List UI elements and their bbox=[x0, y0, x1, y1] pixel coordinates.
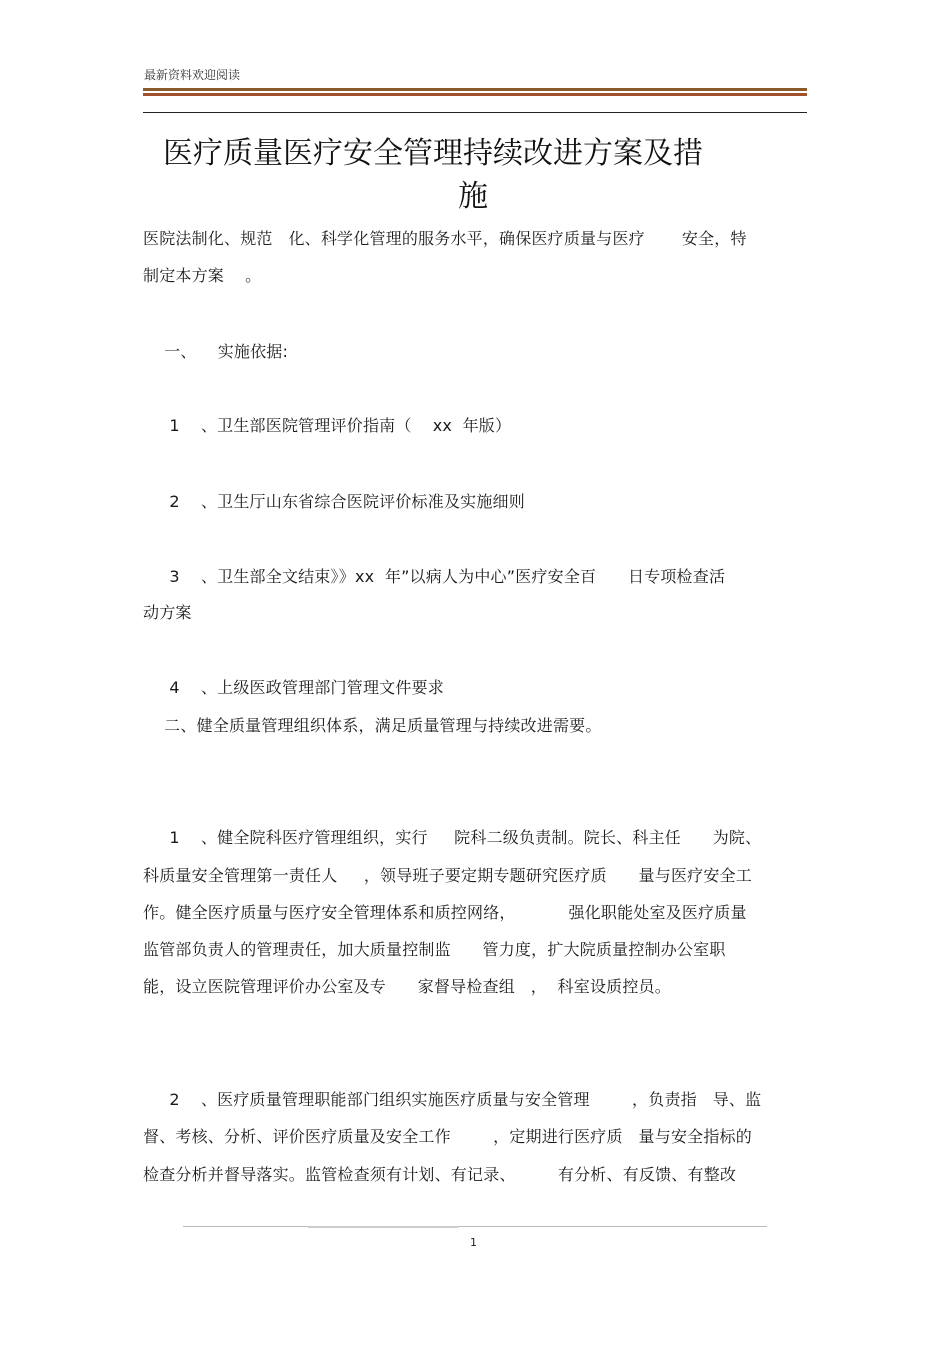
body-line: 检查分析并督导落实。监管检查须有计划、有记录、 有分析、有反馈、有整改 bbox=[143, 1165, 737, 1184]
body-line: 作。健全医疗质量与医疗安全管理体系和质控网络， 强化职能处室及医疗质量 bbox=[143, 903, 747, 922]
body-line: 科质量安全管理第一责任人 ，领导班子要定期专题研究医疗质 量与医疗安全工 bbox=[143, 866, 752, 885]
header-rule-thick-2 bbox=[143, 93, 807, 96]
document-title-line-1: 医疗质量医疗安全管理持续改进方案及措 bbox=[163, 136, 703, 171]
list-item: 3 、卫生部全文结束》》xx 年”以病人为中心”医疗安全百 日专项检查活 bbox=[143, 567, 726, 586]
body-line: 督、考核、分析、评价医疗质量及安全工作 ，定期进行医疗质 量与安全指标的 bbox=[143, 1127, 752, 1146]
page-number: 1 bbox=[470, 1236, 477, 1249]
section-heading-2: 二、健全质量管理组织体系，满足质量管理与持续改进需要。 bbox=[143, 716, 602, 735]
list-item: 4 、上级医政管理部门管理文件要求 bbox=[143, 678, 444, 697]
header-rule-thin bbox=[143, 112, 807, 113]
list-item: 1 、卫生部医院管理评价指南（ xx 年版） bbox=[143, 416, 512, 435]
list-item: 2 、卫生厅山东省综合医院评价标准及实施细则 bbox=[143, 492, 525, 511]
body-line: 制定本方案 。 bbox=[143, 266, 262, 285]
footer-rule bbox=[183, 1226, 767, 1227]
body-line: 监管部负责人的管理责任，加大质量控制监 管力度，扩大院质量控制办公室职 bbox=[143, 940, 726, 959]
header-rule-thick bbox=[143, 88, 807, 91]
running-header: 最新资料欢迎阅读 bbox=[144, 68, 241, 82]
document-title-line-2: 施 bbox=[458, 179, 488, 214]
body-line: 医院法制化、规范 化、科学化管理的服务水平，确保医疗质量与医疗 安全，特 bbox=[143, 229, 747, 248]
list-item: 2 、医疗质量管理职能部门组织实施医疗质量与安全管理 ，负责指 导、监 bbox=[143, 1090, 762, 1109]
body-line: 能，设立医院管理评价办公室及专 家督导检查组 ， 科室设质控员。 bbox=[143, 977, 671, 996]
section-heading-1: 一、 实施依据: bbox=[143, 342, 289, 361]
list-item: 1 、健全院科医疗管理组织，实行 院科二级负责制。院长、科主任 为院、 bbox=[143, 828, 762, 847]
footer-rule-accent bbox=[308, 1226, 458, 1228]
body-line: 动方案 bbox=[143, 603, 192, 622]
